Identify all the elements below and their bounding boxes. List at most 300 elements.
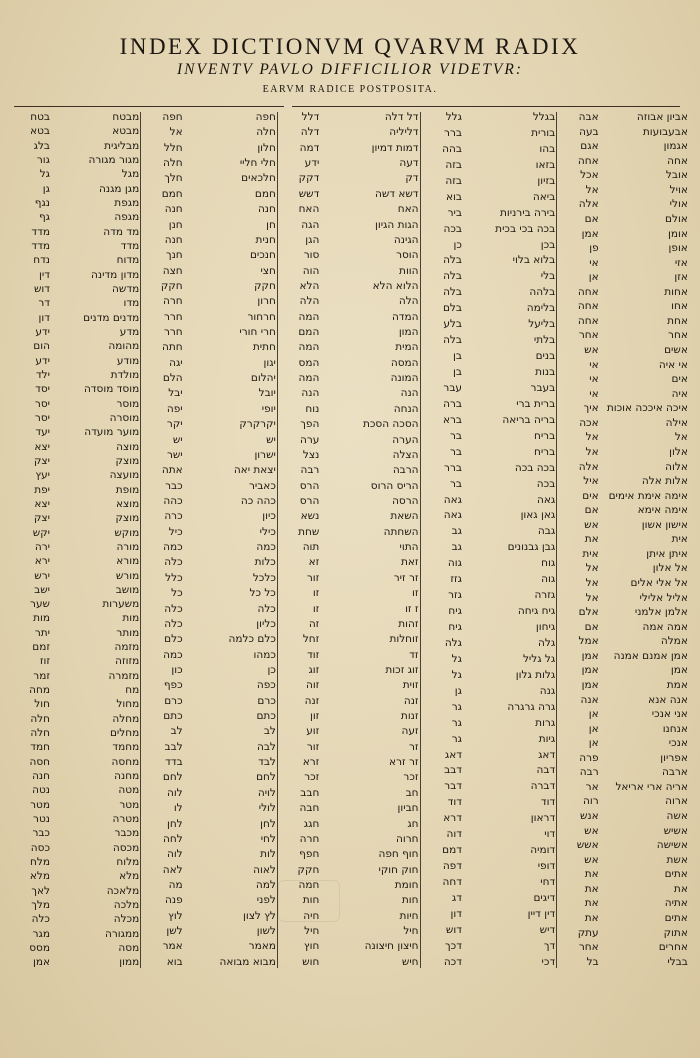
index-entry: מות (122, 612, 140, 625)
root-column-9 (10, 112, 50, 968)
index-entry: אר (585, 780, 599, 793)
index-entry: מותר (116, 626, 140, 639)
index-entry: מדשה (112, 282, 140, 295)
index-entry: זהות (398, 617, 419, 630)
index-entry: אן (588, 271, 599, 284)
index-entry: דל דלה (384, 112, 419, 123)
index-entry: לץ לצון (242, 909, 276, 922)
index-entry: חרר (163, 326, 183, 339)
index-entry: בורית (531, 126, 556, 139)
index-entry: חוף חפה (378, 848, 419, 861)
index-entry: מוצה (116, 440, 140, 453)
index-entry: זור (306, 571, 320, 584)
index-entry: חקק (160, 279, 183, 292)
index-entry: נטה (32, 784, 50, 797)
index-entry: דוי (544, 828, 556, 841)
index-entry: חנית (255, 233, 276, 246)
index-entry: ידע (35, 325, 50, 338)
index-entry: כבר (32, 827, 50, 840)
index-entry: בזיון (537, 174, 556, 187)
index-entry: בריח (533, 429, 556, 442)
index-entry: הוות (399, 264, 419, 277)
index-entry: אחה (577, 314, 599, 327)
index-entry: הרס (299, 494, 320, 507)
index-entry: אם (584, 620, 599, 633)
index-entry: גנה (539, 684, 556, 697)
index-entry: דין (39, 268, 50, 281)
index-entry: דפה (442, 860, 462, 873)
index-entry: אל אלון (652, 562, 688, 575)
index-entry: ירא (34, 555, 50, 568)
index-entry: נוח (305, 402, 320, 415)
index-entry: אנכי (668, 737, 688, 750)
index-entry: חות (401, 894, 419, 907)
index-entry: גבה (537, 525, 556, 538)
index-entry: אתיה (664, 897, 688, 910)
index-entry: דליליה (389, 126, 419, 139)
index-entry: חיצון חיצונה (364, 940, 419, 953)
index-entry: את (584, 911, 599, 924)
index-entry: אל (169, 126, 183, 139)
index-entry: רוה (582, 795, 599, 808)
index-entry: מחנה (114, 770, 140, 783)
index-entry: אופן (668, 242, 688, 255)
index-entry: מהומה (108, 340, 140, 353)
index-entry: חג (407, 817, 419, 830)
index-entry: חרי חורי (239, 326, 276, 339)
index-entry: יבל (168, 387, 183, 400)
index-entry: אי (589, 373, 599, 386)
index-entry: לחה (162, 832, 183, 845)
header-rule-right (292, 106, 680, 107)
index-entry: אית (671, 533, 688, 546)
index-entry: אריה ארי אריאל (615, 780, 688, 793)
index-entry: חקק (254, 279, 276, 292)
index-entry: אויל (669, 183, 688, 196)
index-entry: בלתי (533, 334, 556, 347)
index-entry: הגן (305, 233, 320, 246)
index-entry: חלל (163, 141, 183, 154)
index-entry: גאה (443, 509, 462, 522)
index-entry: בזה (445, 158, 462, 171)
index-entry: זנות (400, 710, 419, 723)
index-entry: אבעבועות (642, 125, 688, 138)
index-entry: כמהו (253, 648, 276, 661)
index-entry: מועצה (109, 469, 140, 482)
index-entry: חב (405, 786, 419, 799)
index-entry: אני אנכי (651, 708, 688, 721)
index-entry: המס (298, 356, 320, 369)
index-entry: גר (451, 732, 462, 745)
index-entry: רבה (579, 766, 599, 779)
index-entry: כבר (165, 479, 183, 492)
index-entry: הרסה (392, 494, 419, 507)
index-entry: חנה (32, 770, 50, 783)
index-entry: כיל (168, 525, 183, 538)
index-entry: מדנים מדנים (83, 311, 140, 324)
index-entry: אים (671, 373, 688, 386)
index-entry: מטה (118, 784, 140, 797)
index-entry: לחם (162, 771, 183, 784)
index-entry: הגינה (393, 233, 419, 246)
index-entry: אל (585, 591, 599, 604)
index-entry: חוץ (303, 940, 320, 953)
index-entry: חנן (168, 218, 183, 231)
index-entry: מבטח (112, 112, 140, 123)
index-entry: אמל (578, 635, 599, 648)
index-entry: נגף (34, 196, 50, 209)
index-entry: ז זו (405, 602, 419, 615)
index-entry: לוה (166, 848, 183, 861)
index-entry: אית (582, 547, 599, 560)
index-entry: המם (298, 326, 320, 339)
index-entry: דקק (298, 172, 320, 185)
index-entry: זוה (305, 679, 320, 692)
index-entry: בבלי (667, 955, 688, 968)
index-entry: אלם (578, 606, 599, 619)
index-entry: סור (303, 249, 320, 262)
index-entry: בנים (535, 350, 556, 363)
index-entry: נטר (33, 813, 50, 826)
index-entry: מדד (31, 239, 50, 252)
index-entry: חרה (163, 295, 183, 308)
index-entry: הלוא הלא (372, 279, 419, 292)
index-entry: בירה בירניות (499, 206, 556, 219)
index-entry: אמן (670, 664, 688, 677)
index-entry: אולם (665, 212, 688, 225)
index-entry: כמה (163, 648, 183, 661)
index-entry: לאוה (253, 863, 276, 876)
index-entry: דין דיין (527, 907, 556, 920)
index-entry: גוה (541, 573, 556, 586)
index-entry: דחי (540, 876, 556, 888)
index-entry: דכה (443, 955, 462, 968)
index-entry: כלל (165, 571, 183, 584)
index-entry: אל (585, 445, 599, 458)
index-entry: לב (170, 725, 183, 738)
index-entry: ארוה (665, 795, 688, 808)
index-entry: מדד (31, 225, 50, 238)
index-entry: חרון (257, 295, 276, 308)
index-entry: אתים (664, 868, 688, 881)
index-entry: אש (584, 344, 599, 356)
index-entry: דוד (447, 796, 462, 809)
index-entry: דוש (33, 282, 50, 295)
index-entry: שחת (298, 525, 320, 538)
index-entry: בכה (536, 477, 556, 490)
index-entry: מוצא (115, 497, 140, 510)
index-entry: גיות (538, 732, 556, 745)
index-entry: בלה (443, 270, 462, 283)
index-entry: יש (172, 433, 183, 446)
index-entry: חתה (162, 341, 183, 354)
index-entry: אן (588, 737, 599, 750)
index-entry: ביאה (532, 190, 556, 203)
index-entry: מחול (116, 698, 140, 711)
index-entry: לשון (256, 925, 276, 938)
index-entry: כלות (254, 556, 276, 569)
index-entry: זו (412, 587, 419, 600)
index-entry: בזה (445, 174, 462, 187)
index-entry: בכה בכה (514, 461, 556, 474)
index-entry: חיות (399, 909, 419, 922)
index-entry: דמם (442, 844, 462, 857)
index-entry: איה (671, 387, 688, 400)
index-entry: אתה (161, 464, 183, 477)
index-entry: עבר (443, 381, 462, 394)
index-entry: זר (408, 740, 419, 753)
index-entry: דלל (301, 112, 320, 123)
index-entry: חיש (401, 955, 419, 968)
index-entry: יצא (34, 497, 50, 510)
index-entry: גוח (541, 557, 556, 570)
index-entry: חסה (29, 755, 50, 768)
index-entry: חלי חליי (239, 157, 276, 170)
index-entry: אפריון (660, 751, 688, 764)
index-entry: בגלל (532, 112, 556, 123)
index-entry: לבב (164, 740, 183, 753)
index-entry: גאה (443, 493, 462, 506)
index-entry: זר זרא (389, 756, 419, 769)
index-entry: ברר (444, 126, 462, 139)
index-entry: יעד (35, 426, 50, 439)
index-entry: כיון (262, 510, 276, 523)
index-entry: מלח (30, 856, 50, 869)
index-entry: חמם (161, 187, 183, 200)
index-entry: מכסה (112, 841, 140, 854)
index-entry: דמה (299, 141, 320, 154)
index-entry: זכר (403, 771, 419, 784)
index-entry: כפף (163, 679, 183, 692)
index-entry: יגה (169, 356, 183, 369)
index-entry: אכה (579, 416, 599, 429)
index-entry: בוא (166, 955, 183, 968)
index-entry: אלה (578, 460, 599, 473)
index-entry: חקק (297, 863, 320, 876)
index-entry: חיל (403, 925, 419, 938)
index-entry: גל (451, 668, 462, 681)
index-entry: אימה אימא (637, 504, 688, 517)
index-entry: גלות גלון (515, 668, 556, 681)
index-entry: את (673, 882, 688, 895)
index-entry: דון (38, 311, 50, 324)
index-entry: המית (395, 341, 419, 354)
column-divider (140, 112, 141, 968)
index-entry: כלם (164, 633, 183, 646)
index-entry: הנה (301, 387, 320, 400)
index-entry: בר (449, 429, 462, 442)
index-entry: חנך (165, 249, 183, 262)
index-entry: זמם (32, 641, 50, 654)
index-entry: בלה (443, 334, 462, 347)
index-entry: אנה אנא (648, 693, 688, 706)
index-entry: חגג (303, 817, 320, 830)
index-entry: חפה (162, 112, 183, 123)
index-entry: אחו (671, 300, 688, 313)
index-entry: זוז (39, 655, 50, 668)
index-entry: כהה (163, 494, 183, 507)
index-entry: ממון (119, 956, 140, 968)
index-entry: מוער מועדה (84, 426, 140, 439)
index-entry: אחה (577, 154, 599, 167)
index-entry: זר זיר (393, 571, 419, 584)
index-entry: מגפה (114, 211, 140, 224)
index-entry: כל כל (249, 587, 276, 600)
index-entry: מוצק (115, 512, 140, 525)
index-entry: דיש (539, 923, 556, 936)
index-entry: ברר (444, 461, 462, 474)
index-entry: יסד (35, 383, 50, 396)
index-entry: יצאת יאה (233, 464, 276, 477)
index-entry: חלה (256, 126, 276, 139)
index-entry: דבב (444, 764, 462, 777)
index-entry: חיה (303, 909, 320, 922)
index-entry: אחר (578, 941, 599, 954)
index-entry: אנה (580, 693, 599, 706)
index-entry: יפת (34, 483, 50, 496)
index-entry: מופת (115, 483, 140, 496)
index-entry: זון (309, 710, 320, 723)
index-entry: זור (306, 740, 320, 753)
index-entry: אל (585, 183, 599, 196)
index-entry: אלון (669, 445, 688, 458)
index-entry: בהה (442, 142, 462, 155)
index-entry: אנש (579, 810, 599, 822)
index-entry: המה (298, 341, 320, 354)
index-entry: גבן גבנונים (507, 541, 556, 554)
index-entry: הוה (302, 264, 320, 277)
index-entry: כלה (164, 602, 183, 615)
index-entry: חלה (162, 157, 183, 170)
index-entry: יתר (34, 626, 50, 639)
index-entry: זרא (302, 756, 320, 769)
index-entry: גן (454, 684, 462, 697)
index-entry: אל (585, 562, 599, 575)
index-entry: בן (453, 366, 462, 378)
index-entry: חבה (299, 802, 320, 815)
index-entry: בלה (443, 286, 462, 299)
index-entry: כסה (30, 841, 50, 854)
index-entry: אשים (664, 344, 688, 356)
index-entry: מדוח (116, 254, 140, 267)
index-entry: אמן (581, 678, 599, 691)
index-entry: אזי (674, 256, 688, 269)
index-entry: ישרון (254, 448, 276, 461)
index-entry: מגל (121, 168, 140, 181)
index-entry: אים (582, 489, 599, 502)
index-entry: דרא (443, 812, 462, 825)
index-entry: ערה (299, 433, 320, 446)
word-column-2 (463, 112, 555, 968)
index-entry: כמה (256, 541, 276, 554)
index-entry: ברית ברי (516, 397, 556, 410)
index-entry: גיח גיחה (517, 605, 556, 618)
index-entry: יצק (33, 512, 50, 525)
index-entry: אמן (581, 227, 599, 240)
index-entry: בלג (33, 139, 50, 152)
index-entry: בכה (443, 222, 462, 235)
index-entry: אלמן אלמני (634, 606, 688, 619)
index-entry: הרבה (392, 464, 419, 477)
index-entry: מבליגית (104, 139, 140, 152)
index-entry: בעבר (530, 381, 556, 394)
index-entry: חרחור (247, 310, 276, 323)
index-entry: בלהה (529, 286, 556, 299)
index-entry: זכר (304, 771, 320, 784)
page-heading-line2: INVENTV PAVLO DIFFICILIOR VIDETVR: (176, 61, 524, 78)
page-heading-line3: EARVM RADICE POSTPOSITA. (262, 84, 438, 95)
index-entry: מודע (116, 354, 140, 367)
index-entry: בלה (443, 254, 462, 267)
index-entry: לחן (166, 817, 183, 830)
index-entry: יופי (261, 402, 276, 415)
index-entry: יסר (34, 397, 50, 410)
index-entry: המה (298, 310, 320, 323)
index-entry: אשש (576, 839, 599, 852)
index-entry: אימה אימת אימים (608, 489, 688, 502)
index-entry: דוש (445, 923, 462, 936)
index-entry: יצק (33, 454, 50, 467)
column-divider (420, 112, 421, 968)
index-entry: אל (674, 431, 688, 444)
index-entry: אגם (580, 140, 599, 153)
root-column-5 (279, 112, 319, 968)
index-entry: מחלים (109, 727, 140, 740)
index-entry: גאן גאון (520, 509, 556, 522)
index-entry: בכן (540, 238, 556, 251)
index-entry: בדד (165, 756, 183, 769)
index-entry: המה (298, 372, 320, 385)
index-entry: כל (171, 587, 183, 600)
index-entry: גיחון (535, 621, 556, 633)
index-entry: מורש (115, 569, 140, 582)
index-entry: זוע (306, 725, 320, 738)
index-entry: כאביר (248, 479, 276, 492)
index-entry: אמת (666, 678, 688, 691)
index-entry: לשן (166, 925, 183, 938)
index-entry: לבד (258, 756, 276, 769)
index-entry: דשש (298, 187, 320, 200)
index-entry: מוסד מוסדה (83, 383, 140, 396)
index-entry: בר (449, 477, 462, 490)
index-entry: חצי (260, 264, 276, 277)
index-entry: השחתה (383, 525, 419, 538)
index-entry: אחר (668, 329, 688, 342)
index-entry: כון (171, 663, 183, 676)
index-entry: רבה (300, 464, 320, 477)
index-entry: חנה (164, 233, 183, 246)
index-entry: בל (586, 955, 599, 968)
index-entry: זעה (401, 725, 419, 738)
index-entry: חלון (257, 141, 276, 154)
index-entry: יקר (166, 418, 183, 431)
index-entry: חן (266, 218, 276, 231)
index-entry: שער (30, 598, 50, 611)
index-entry: האח (397, 203, 419, 216)
index-entry: את (584, 533, 599, 546)
index-entry: מטרה (112, 813, 140, 826)
index-entry: אחה (667, 154, 688, 167)
index-entry: חיל (304, 925, 320, 938)
index-entry: מלכה (113, 899, 140, 912)
index-entry: אביון אבוזה (636, 112, 688, 123)
index-entry: אמן (32, 956, 50, 968)
index-entry: דוה (446, 828, 462, 841)
index-entry: המון (398, 326, 419, 339)
index-entry: נשא (300, 510, 320, 523)
index-entry: יעץ (35, 469, 50, 482)
index-entry: לב (263, 725, 276, 738)
